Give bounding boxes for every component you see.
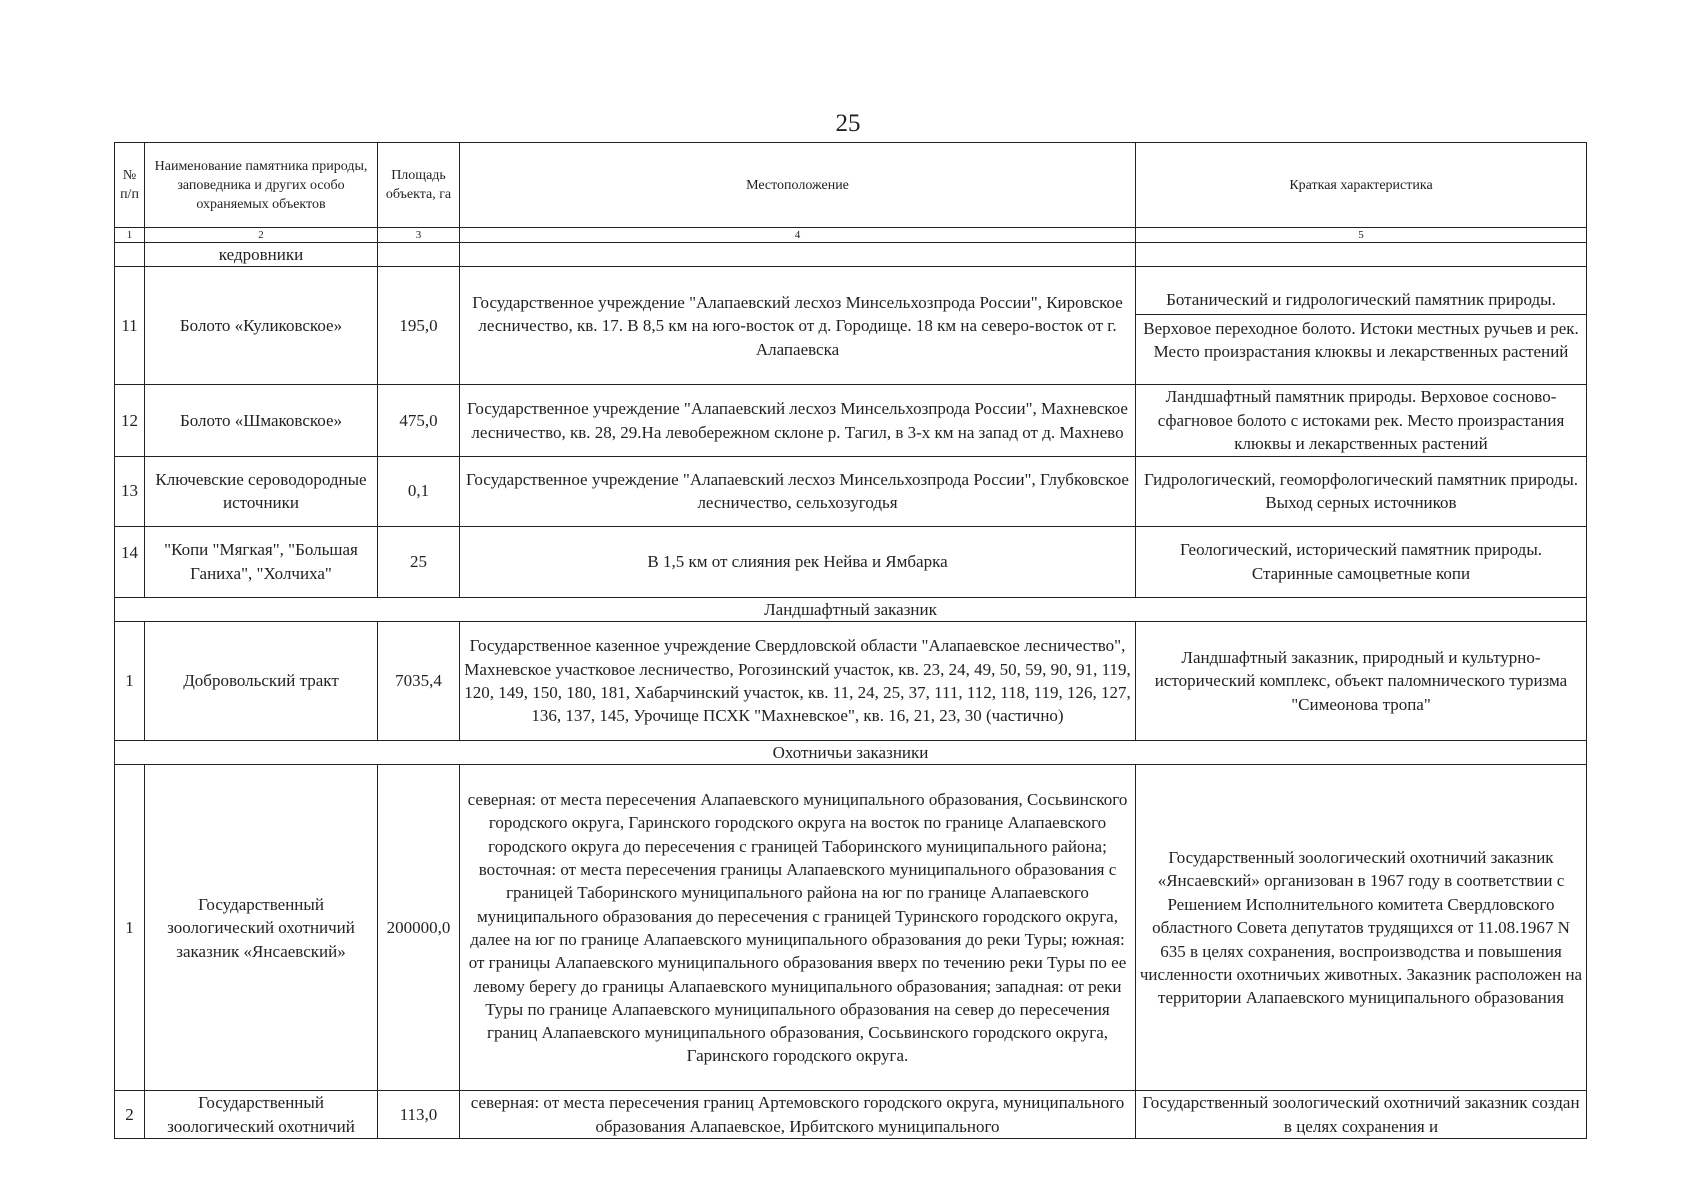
row-number: 14 (115, 526, 145, 597)
empty-cell (115, 243, 145, 267)
row-number: 1 (115, 622, 145, 741)
row-number: 2 (115, 1091, 145, 1139)
table-header-row (115, 143, 1587, 228)
table-row (115, 456, 1587, 526)
object-area: 195,0 (378, 267, 460, 385)
table-row (115, 1091, 1587, 1139)
protected-areas-table (114, 142, 1587, 1139)
header-name: Наименование памятника природы, заповедника и других особо охраняемых объектов (145, 143, 378, 228)
object-location: северная: от места пересечения Алапаевского муниципального образования, Сосьвинского городского округа, Гаринского городского округа на восток по границе Алапаевского городского округа до пересечения с границей Таборинского муниципального района; восточная: от места пересечения границы Алапаевского муниципального образования с границей Таборинского муниципального района на юг по границе Алапаевского муниципального образования до пересечения с границей Туринского городского округа, далее на юг по границе Алапаевского муниципального образования до реки Туры; южная: от границы Алапаевского муниципального образования вверх по течению реки Туры по ее левому берегу до границы Алапаевского муниципального образования; западная: от реки Туры по границе Алапаевского муниципального образования на север до пересечения границ Алапаевского муниципального образования, Сосьвинского городского округа, Гаринского городского округа. (460, 765, 1136, 1091)
empty-cell (378, 243, 460, 267)
object-location: В 1,5 км от слияния рек Нейва и Ямбарка (460, 526, 1136, 597)
column-number: 4 (460, 228, 1136, 243)
column-number-row (115, 228, 1587, 243)
section-row (115, 597, 1587, 621)
row-number: 12 (115, 385, 145, 456)
object-location: Государственное учреждение "Алапаевский лесхоз Минсельхозпрода России", Глубковское лесничество, сельхозугодья (460, 456, 1136, 526)
object-name: Добровольский тракт (145, 622, 378, 741)
header-number: № п/п (115, 143, 145, 228)
characteristic-description: Верховое переходное болото. Истоки местных ручьев и рек. Место произрастания клюквы и лекарственных растений (1143, 318, 1579, 362)
object-area: 200000,0 (378, 765, 460, 1091)
object-name: Ключевские сероводородные источники (145, 456, 378, 526)
section-continuation-label: кедровники (145, 243, 378, 267)
object-area: 113,0 (378, 1091, 460, 1139)
column-number: 2 (145, 228, 378, 243)
object-location: северная: от места пересечения границ Артемовского городского округа, муниципального образования Алапаевское, Ирбитского муниципального (460, 1091, 1136, 1139)
object-characteristic: Государственный зоологический охотничий заказник создан в целях сохранения и (1136, 1091, 1587, 1139)
object-area: 0,1 (378, 456, 460, 526)
header-area: Площадь объекта, га (378, 143, 460, 228)
empty-cell (460, 243, 1136, 267)
object-location: Государственное учреждение "Алапаевский лесхоз Минсельхозпрода России", Кировское лесничество, кв. 17. В 8,5 км на юго-восток от д. Городище. 18 км на северо-восток от г. Алапаевска (460, 267, 1136, 385)
section-title-hunting: Охотничьи заказники (115, 741, 1587, 765)
table-row (115, 526, 1587, 597)
header-location: Местоположение (460, 143, 1136, 228)
row-number: 1 (115, 765, 145, 1091)
object-area: 475,0 (378, 385, 460, 456)
column-number: 3 (378, 228, 460, 243)
section-row (115, 741, 1587, 765)
object-location: Государственное учреждение "Алапаевский лесхоз Минсельхозпрода России", Махневское лесничество, кв. 28, 29.На левобережном склоне р. Тагил, в 3-х км на запад от д. Махнево (460, 385, 1136, 456)
object-name: Государственный зоологический охотничий заказник «Янсаевский» (145, 765, 378, 1091)
object-name: Болото «Куликовское» (145, 267, 378, 385)
page-number: 25 (835, 110, 861, 137)
table-row (115, 385, 1587, 456)
object-name: Болото «Шмаковское» (145, 385, 378, 456)
characteristic-type: Ботанический и гидрологический памятник природы. (1136, 286, 1586, 314)
object-name: Государственный зоологический охотничий (145, 1091, 378, 1139)
row-number: 11 (115, 267, 145, 385)
header-characteristic: Краткая характеристика (1136, 143, 1587, 228)
empty-cell (1136, 243, 1587, 267)
object-characteristic: Ландшафтный памятник природы. Верховое сосново-сфагновое болото с истоками рек. Место произрастания клюквы и лекарственных растений (1136, 385, 1587, 456)
object-characteristic (1136, 267, 1587, 385)
object-location: Государственное казенное учреждение Свердловской области "Алапаевское лесничество", Махневское участковое лесничество, Рогозинский участок, кв. 23, 24, 49, 50, 59, 90, 91, 119, 120, 149, 150, 180, 181, Хабарчинский участок, кв. 11, 24, 25, 37, 111, 112, 118, 119, 126, 127, 136, 137, 145, Урочище ПСХК "Махневское", кв. 16, 21, 23, 30 (частично) (460, 622, 1136, 741)
section-title-landscape: Ландшафтный заказник (115, 597, 1587, 621)
table-row (115, 622, 1587, 741)
object-characteristic: Государственный зоологический охотничий заказник «Янсаевский» организован в 1967 году в соответствии с Решением Исполнительного комитета Свердловского областного Совета депутатов трудящихся от 11.08.1967 N 635 в целях сохранения, воспроизводства и повышения численности охотничьих животных. Заказник расположен на территории Алапаевского муниципального образования (1136, 765, 1587, 1091)
object-characteristic: Геологический, исторический памятник природы. Старинные самоцветные копи (1136, 526, 1587, 597)
object-area: 25 (378, 526, 460, 597)
continuation-row (115, 243, 1587, 267)
table-row (115, 267, 1587, 385)
table-row (115, 765, 1587, 1091)
object-characteristic: Гидрологический, геоморфологический памятник природы. Выход серных источников (1136, 456, 1587, 526)
column-number: 5 (1136, 228, 1587, 243)
row-number: 13 (115, 456, 145, 526)
column-number: 1 (115, 228, 145, 243)
object-characteristic: Ландшафтный заказник, природный и культурно-исторический комплекс, объект паломнического туризма "Симеонова тропа" (1136, 622, 1587, 741)
object-area: 7035,4 (378, 622, 460, 741)
object-name: "Копи "Мягкая", "Большая Ганиха", "Холчиха" (145, 526, 378, 597)
